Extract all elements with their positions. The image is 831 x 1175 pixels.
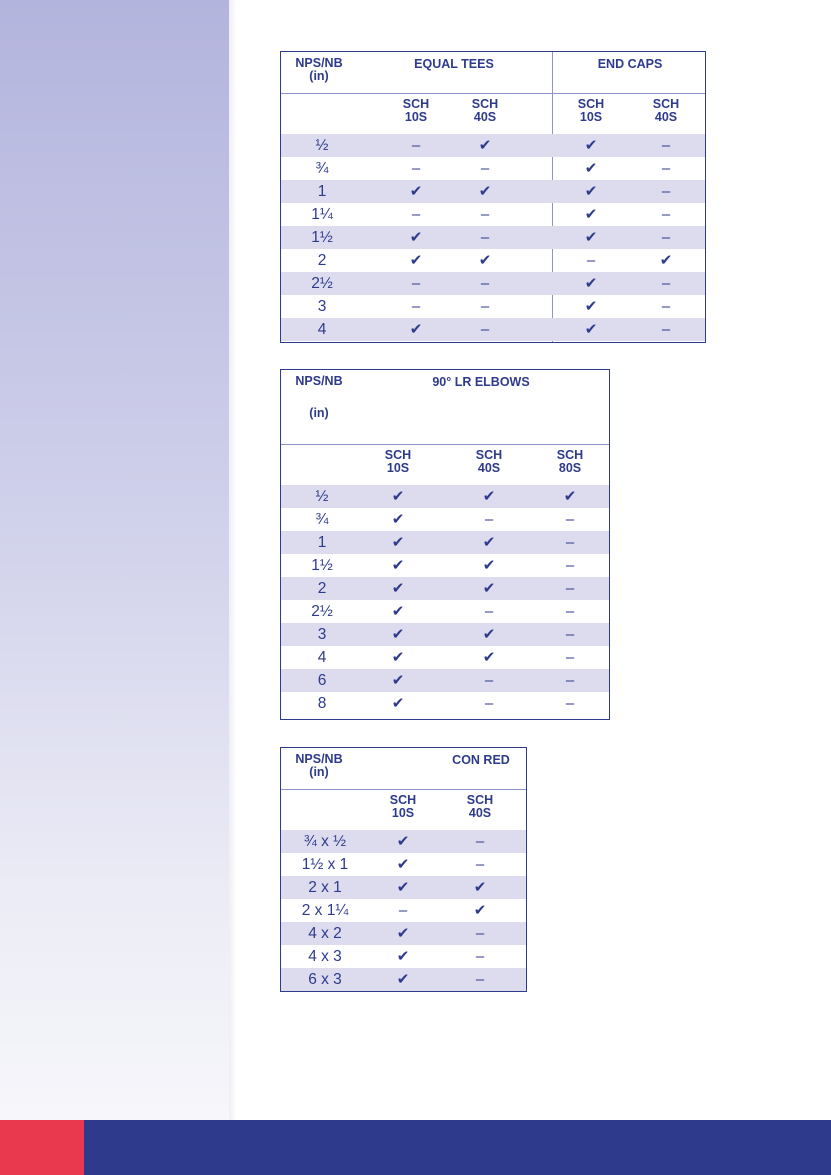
check-icon: ✔	[409, 252, 423, 269]
table-row	[281, 249, 705, 272]
dash-cell: –	[475, 856, 485, 873]
check-icon: ✔	[473, 879, 487, 896]
check-icon: ✔	[482, 557, 496, 574]
dash-cell: –	[484, 672, 494, 689]
schedule-header-text: SCH	[652, 97, 680, 111]
size-cell: 6	[317, 672, 327, 689]
check-icon: ✔	[391, 695, 405, 712]
check-icon: ✔	[391, 603, 405, 620]
dash-cell: –	[480, 229, 490, 246]
table-row	[281, 226, 705, 249]
dash-cell: –	[475, 925, 485, 942]
dash-cell: –	[475, 833, 485, 850]
nps-label-text: NPS/NB	[295, 56, 343, 70]
sidebar-panel	[0, 0, 229, 1120]
schedule-header-text: 40S	[473, 110, 497, 124]
table-row	[281, 531, 609, 554]
check-icon: ✔	[482, 626, 496, 643]
check-icon: ✔	[391, 626, 405, 643]
table-row	[281, 203, 705, 226]
size-cell: 4 x 3	[308, 948, 342, 965]
check-icon: ✔	[584, 137, 598, 154]
dash-cell: –	[411, 275, 421, 292]
nps-label	[289, 375, 349, 388]
size-cell: 6 x 3	[308, 971, 342, 988]
nps-label-text: NPS/NB	[295, 752, 343, 766]
schedule-header-row	[281, 93, 705, 134]
dash-cell: –	[484, 603, 494, 620]
dash-cell: –	[661, 183, 671, 200]
check-icon: ✔	[409, 183, 423, 200]
schedule-header-text: 80S	[558, 461, 582, 475]
dash-cell: –	[480, 298, 490, 315]
check-icon: ✔	[391, 511, 405, 528]
check-icon: ✔	[396, 833, 410, 850]
table-row	[281, 600, 609, 623]
dash-cell: –	[565, 580, 575, 597]
dash-cell: –	[398, 902, 408, 919]
table-row	[281, 508, 609, 531]
dash-cell: –	[565, 534, 575, 551]
table-row	[281, 134, 705, 157]
dash-cell: –	[565, 511, 575, 528]
schedule-header-text: SCH	[471, 97, 499, 111]
size-cell: ½	[315, 137, 329, 154]
schedule-header-2	[446, 98, 524, 124]
check-icon: ✔	[391, 534, 405, 551]
check-icon: ✔	[584, 160, 598, 177]
sidebar-edge	[229, 0, 237, 1120]
table-header	[281, 370, 609, 445]
schedule-header-text: SCH	[384, 448, 412, 462]
size-cell: 2½	[311, 603, 333, 620]
check-icon: ✔	[563, 488, 577, 505]
table-row	[281, 876, 526, 899]
schedule-header-text: 10S	[404, 110, 428, 124]
table-header	[281, 748, 526, 790]
size-cell: 1½ x 1	[301, 856, 349, 873]
schedule-header-text: SCH	[402, 97, 430, 111]
nps-unit-text: (in)	[309, 69, 329, 83]
check-icon: ✔	[396, 879, 410, 896]
schedule-header-text: SCH	[556, 448, 584, 462]
schedule-header-3	[535, 449, 605, 475]
schedule-header-row	[281, 789, 526, 830]
dash-cell: –	[565, 603, 575, 620]
dash-cell: –	[411, 206, 421, 223]
check-icon: ✔	[409, 229, 423, 246]
dash-cell: –	[565, 649, 575, 666]
size-cell: 3	[317, 626, 327, 643]
table-row	[281, 554, 609, 577]
footer-accent	[0, 1120, 84, 1175]
check-icon: ✔	[584, 206, 598, 223]
dash-cell: –	[661, 137, 671, 154]
size-cell: 2 x 1¼	[301, 902, 349, 919]
dash-cell: –	[661, 206, 671, 223]
table-row	[281, 945, 526, 968]
dash-cell: –	[480, 206, 490, 223]
schedule-header-text: 40S	[654, 110, 678, 124]
check-icon: ✔	[478, 252, 492, 269]
nps-label	[289, 57, 349, 83]
check-icon: ✔	[478, 183, 492, 200]
size-cell: 1	[317, 183, 327, 200]
check-icon: ✔	[396, 856, 410, 873]
dash-cell: –	[565, 557, 575, 574]
dash-cell: –	[480, 160, 490, 177]
check-icon: ✔	[482, 580, 496, 597]
check-icon: ✔	[391, 649, 405, 666]
table-row	[281, 830, 526, 853]
schedule-header-2	[449, 449, 529, 475]
dash-cell: –	[480, 275, 490, 292]
group-title-lr-elbows: 90° LR ELBOWS	[432, 375, 530, 389]
check-icon: ✔	[391, 672, 405, 689]
check-icon: ✔	[659, 252, 673, 269]
size-cell: 2	[317, 252, 327, 269]
schedule-header-text: 10S	[391, 806, 415, 820]
size-cell: 4	[317, 321, 327, 338]
size-cell: 3	[317, 298, 327, 315]
check-icon: ✔	[396, 948, 410, 965]
check-icon: ✔	[584, 298, 598, 315]
table-row	[281, 272, 705, 295]
schedule-header-3	[556, 98, 626, 124]
schedule-header-2	[445, 794, 515, 820]
schedule-header-text: SCH	[475, 448, 503, 462]
schedule-header-text: SCH	[577, 97, 605, 111]
schedule-header-text: SCH	[389, 793, 417, 807]
group-title-equal-tees: EQUAL TEES	[414, 57, 494, 71]
check-icon: ✔	[391, 557, 405, 574]
nps-unit	[289, 407, 349, 420]
schedule-header-text: 10S	[579, 110, 603, 124]
dash-cell: –	[661, 160, 671, 177]
lr-elbows-table	[280, 369, 610, 720]
check-icon: ✔	[396, 925, 410, 942]
schedule-header-text: 10S	[386, 461, 410, 475]
dash-cell: –	[565, 672, 575, 689]
dash-cell: –	[411, 160, 421, 177]
dash-cell: –	[565, 695, 575, 712]
dash-cell: –	[475, 971, 485, 988]
table-row	[281, 157, 705, 180]
schedule-header-text: SCH	[466, 793, 494, 807]
dash-cell: –	[661, 321, 671, 338]
check-icon: ✔	[391, 580, 405, 597]
check-icon: ✔	[409, 321, 423, 338]
dash-cell: –	[484, 511, 494, 528]
table-row	[281, 853, 526, 876]
check-icon: ✔	[478, 137, 492, 154]
schedule-header-1	[381, 98, 451, 124]
con-red-table	[280, 747, 527, 992]
size-cell: ¾	[315, 511, 329, 528]
dash-cell: –	[661, 275, 671, 292]
size-cell: 2	[317, 580, 327, 597]
check-icon: ✔	[473, 902, 487, 919]
schedule-header-row	[281, 444, 609, 485]
schedule-header-text: 40S	[468, 806, 492, 820]
size-cell: ¾ x ½	[303, 833, 347, 850]
table-header	[281, 52, 705, 94]
check-icon: ✔	[584, 275, 598, 292]
group-title-con-red: CON RED	[452, 753, 510, 767]
dash-cell: –	[565, 626, 575, 643]
size-cell: 8	[317, 695, 327, 712]
check-icon: ✔	[482, 488, 496, 505]
check-icon: ✔	[396, 971, 410, 988]
table-row	[281, 646, 609, 669]
table-row	[281, 899, 526, 922]
footer-bar	[0, 1120, 831, 1175]
size-cell: 2 x 1	[308, 879, 342, 896]
table-row	[281, 669, 609, 692]
table-row	[281, 485, 609, 508]
size-cell: 1½	[311, 229, 333, 246]
dash-cell: –	[480, 321, 490, 338]
group-title-end-caps: END CAPS	[597, 57, 663, 71]
schedule-header-1	[371, 794, 435, 820]
size-cell: 4	[317, 649, 327, 666]
size-cell: 4 x 2	[308, 925, 342, 942]
nps-label	[289, 753, 349, 779]
nps-unit-text: (in)	[309, 406, 329, 420]
table-row	[281, 922, 526, 945]
size-cell: ½	[315, 488, 329, 505]
equal-tees-end-caps-table	[280, 51, 706, 343]
dash-cell: –	[411, 137, 421, 154]
size-cell: 2½	[311, 275, 333, 292]
dash-cell: –	[661, 298, 671, 315]
nps-unit-text: (in)	[309, 765, 329, 779]
check-icon: ✔	[584, 229, 598, 246]
check-icon: ✔	[584, 183, 598, 200]
check-icon: ✔	[482, 649, 496, 666]
dash-cell: –	[586, 252, 596, 269]
check-icon: ✔	[584, 321, 598, 338]
table-row	[281, 968, 526, 991]
table-row	[281, 692, 609, 715]
table-row	[281, 295, 705, 318]
table-row	[281, 180, 705, 203]
schedule-header-text: 40S	[477, 461, 501, 475]
schedule-header-4	[631, 98, 701, 124]
check-icon: ✔	[391, 488, 405, 505]
table-row	[281, 318, 705, 341]
table-row	[281, 577, 609, 600]
schedule-header-1	[367, 449, 429, 475]
dash-cell: –	[411, 298, 421, 315]
size-cell: 1	[317, 534, 327, 551]
size-cell: 1½	[311, 557, 333, 574]
size-cell: ¾	[315, 160, 329, 177]
size-cell: 1¼	[311, 206, 333, 223]
dash-cell: –	[475, 948, 485, 965]
check-icon: ✔	[482, 534, 496, 551]
dash-cell: –	[661, 229, 671, 246]
table-row	[281, 623, 609, 646]
nps-label-text: NPS/NB	[295, 374, 343, 388]
dash-cell: –	[484, 695, 494, 712]
